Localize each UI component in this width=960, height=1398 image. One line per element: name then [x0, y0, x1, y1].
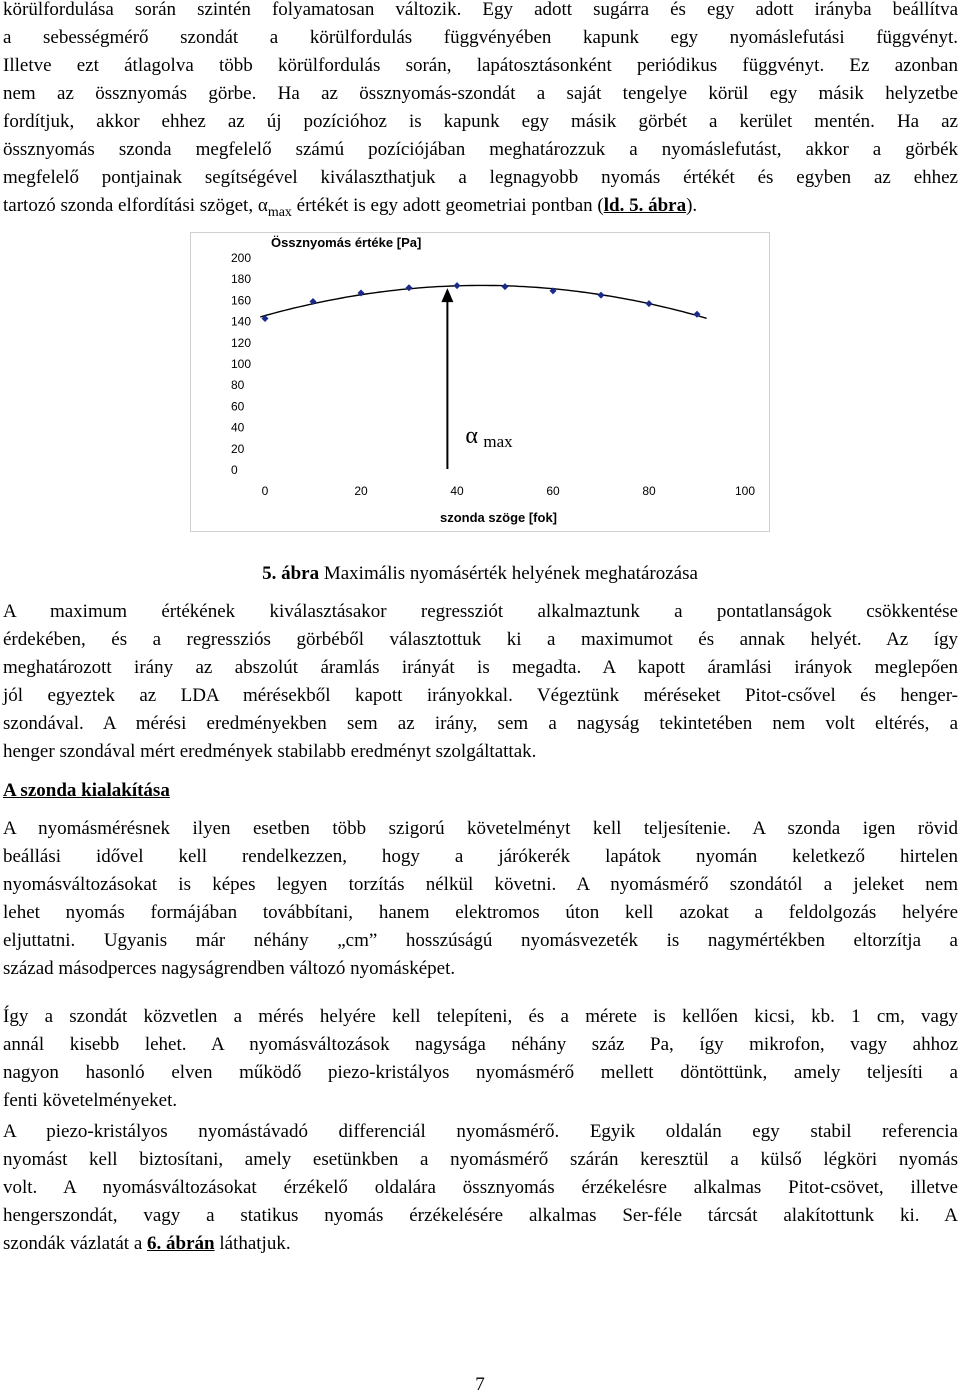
chart-frame [190, 232, 770, 532]
alpha-max-symbol: α [465, 423, 478, 449]
y-tick-label: 100 [231, 357, 252, 371]
page-number: 7 [475, 1374, 485, 1395]
text-fragment: láthatjuk. [214, 1233, 291, 1254]
text-line: fordítjuk, akkor ehhez az új pozícióhoz is kapunk egy másik görbét a kerület mentén. Ha az [3, 111, 958, 132]
alpha-subscript: max [267, 204, 292, 220]
text-line: henger szondával mért eredmények stabilabb eredményt szolgáltattak. [3, 741, 537, 762]
paragraph-intro [3, 0, 958, 220]
text-line: nyomásváltozásokat is képes legyen torzítás nélkül követni. A nyomásmérő szondától a jeleket nem [3, 874, 958, 895]
y-tick-label: 20 [231, 441, 245, 456]
figure-caption [0, 560, 960, 588]
section-heading [3, 777, 958, 805]
text-line [3, 192, 958, 220]
y-tick-label: 180 [231, 272, 252, 287]
y-tick-label: 200 [231, 251, 252, 265]
y-tick-label: 120 [231, 335, 252, 350]
text-line: nyomást kell biztosítani, amely esetünkben a nyomásmérő szárán keresztül a külső légköri nyomás [3, 1149, 958, 1170]
figure-5-link[interactable]: ld. 5. ábra [603, 195, 687, 216]
text-line: A nyomásmérésnek ilyen esetben több szigorú követelményt kell teljesítenie. A szonda igen rövid [3, 818, 958, 839]
alpha-symbol: α [257, 195, 268, 216]
text-line: nem az össznyomás görbe. Ha az össznyomás-szondát a saját tengelye körül egy másik helyzetbe [3, 83, 958, 104]
y-axis-ticks [231, 251, 251, 477]
text-fragment: értékét is egy adott geometriai pontban ( [291, 195, 604, 216]
y-tick-label: 60 [231, 399, 245, 414]
alpha-max-subscript: max [483, 432, 513, 451]
text-line: körülfordulása során szintén folyamatosan változik. Egy adott sugárra és egy adott irányba beállítva [3, 0, 958, 20]
figure-number: 5. ábra [262, 563, 320, 584]
data-points [262, 282, 701, 322]
paragraph-piezo [3, 1118, 958, 1258]
x-tick-label: 20 [354, 484, 368, 498]
text-line: nagyon hasonló elven működő piezo-kristályos nyomásmérő mellett döntöttünk, amely teljesíti a [3, 1062, 958, 1083]
paragraph-regression [3, 598, 958, 766]
data-point [406, 284, 413, 291]
data-point [646, 300, 653, 307]
x-tick-label: 100 [734, 484, 756, 498]
text-line: A piezo-kristályos nyomástávadó differenciál nyomásmérő. Egyik oldalán egy stabil referencia [3, 1121, 958, 1142]
text-line: meghatározott irány az abszolút áramlás irányát is megadta. A kapott áramlási irányok meglepően [3, 657, 958, 678]
pressure-chart [191, 233, 769, 531]
text-line: annál kisebb lehet. A nyomásváltozások nagysága néhány száz Pa, így mikrofon, vagy ahhoz [3, 1034, 958, 1055]
text-line: Illetve ezt átlagolva több körülfordulás során, lapátosztásonként periódikus függvényt. Ez azonban [3, 55, 958, 76]
figure-6-link[interactable]: 6. ábrán [147, 1233, 215, 1254]
x-tick-label: 0 [261, 484, 269, 498]
chart-title: Össznyomás értéke [Pa] [271, 235, 422, 250]
y-tick-label: 140 [231, 314, 252, 329]
text-line: a sebességmérő szondát a körülfordulás függvényében kapunk egy nyomáslefutási függvényt. [3, 27, 958, 48]
figure-caption-text: Maximális nyomásérték helyének meghatározása [319, 563, 698, 584]
text-line: eljuttatni. Ugyanis már néhány „cm” hosszúságú nyomásvezeték is nagymértékben eltorzítja a [3, 930, 958, 951]
y-tick-label: 40 [231, 420, 245, 435]
text-fragment: ). [686, 195, 698, 216]
y-tick-label: 160 [231, 293, 252, 308]
text-line: század másodperces nagyságrendben változó nyomásképet. [3, 958, 456, 979]
data-point [502, 283, 509, 290]
text-line: hengerszondát, vagy a statikus nyomás érzékelésére alkalmas Ser-féle tárcsát alakítottunk ki. A [3, 1205, 958, 1226]
text-line: A maximum értékének kiválasztásakor regressziót alkalmaztunk a pontatlanságok csökkentése [3, 601, 958, 622]
y-tick-label: 0 [231, 463, 238, 477]
alpha-max-arrow-head [441, 288, 453, 302]
x-tick-label: 80 [642, 484, 656, 498]
x-axis-ticks [262, 484, 756, 498]
x-tick-label: 40 [450, 484, 464, 498]
section-heading-text: A szonda kialakítása [3, 780, 170, 801]
text-line [3, 1230, 958, 1258]
paragraph-requirements [3, 815, 958, 983]
data-point [454, 282, 461, 289]
text-line: jól egyeztek az LDA mérésekből kapott irányokkal. Végeztünk méréseket Pitot-csővel és henger- [3, 685, 958, 706]
text-line: Így a szondát közvetlen a mérés helyére kell telepíteni, és a mérete is kellően kicsi, kb. 1 cm, vagy [3, 1006, 958, 1027]
paragraph-sensor-size [3, 1003, 958, 1115]
text-line: volt. A nyomásváltozásokat érzékelő oldalára össznyomás érzékelésre alkalmas Pitot-csövet, illetve [3, 1177, 958, 1198]
text-line: megfelelő pontjainak segítségével kiválaszthatjuk a legnagyobb nyomás értékét és egyben az ehhez [3, 167, 958, 188]
text-line: össznyomás szonda megfelelő számú pozíciójában meghatározzuk a nyomáslefutást, akkor a görbék [3, 139, 958, 160]
text-line: fenti követelményeket. [3, 1090, 178, 1111]
x-axis-label: szonda szöge [fok] [440, 510, 558, 525]
text-line: lehet nyomás formájában továbbítani, hanem elektromos úton kell azokat a feldolgozás helyére [3, 902, 958, 923]
text-fragment: szondák vázlatát a [3, 1233, 148, 1254]
text-fragment: tartozó szonda elfordítási szöget, [3, 195, 258, 216]
regression-curve [260, 285, 706, 318]
data-point [598, 292, 605, 299]
text-line: érdekében, és a regressziós görbéből választottuk ki a maximumot és annak helyét. Az így [3, 629, 958, 650]
x-tick-label: 60 [546, 484, 560, 498]
text-line: szondával. A mérési eredményekben sem az irány, sem a nagyság tekintetében nem volt eltérés, a [3, 713, 958, 734]
text-line: beállási idővel kell rendelkezzen, hogy a járókerék lapátok nyomán keletkező hirtelen [3, 846, 958, 867]
y-tick-label: 80 [231, 378, 245, 393]
